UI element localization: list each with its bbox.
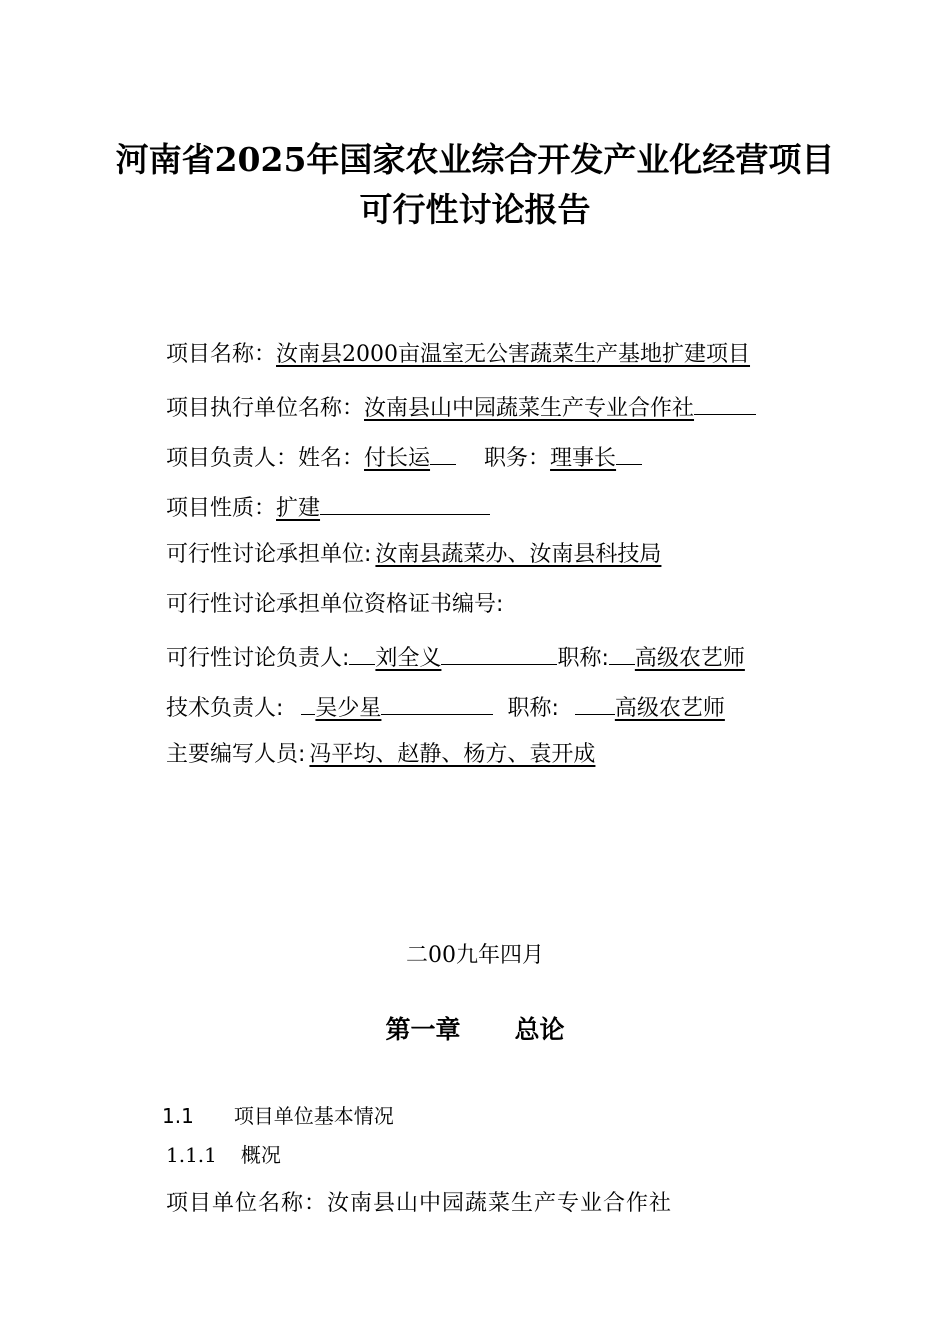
tech-leader-value: 吴少星	[315, 696, 382, 721]
leader-title-value: 理事长	[550, 446, 617, 471]
tech-leader-underline-pre	[301, 690, 315, 715]
leader-name-underline	[430, 440, 456, 465]
leader-title-label: 职务：	[484, 446, 551, 471]
subsection-number: 1.1.1	[166, 1143, 217, 1167]
tech-leader-title-label: 职称:	[507, 696, 559, 721]
exec-unit-underline	[694, 390, 756, 415]
field-writers	[166, 740, 595, 770]
nature-value: 扩建	[276, 496, 321, 521]
study-leader-title-underline-pre	[609, 640, 635, 665]
study-leader-title-label: 职称:	[557, 646, 609, 671]
tech-leader-underline	[381, 690, 493, 715]
writers-value: 冯平均、赵静、杨方、袁开成	[309, 742, 596, 767]
section-title: 项目单位基本情况	[233, 1104, 394, 1128]
chapter-number: 第一章	[385, 1015, 461, 1044]
subsection-heading	[166, 1139, 281, 1168]
subsection-title: 概况	[240, 1143, 281, 1167]
leader-label: 项目负责人：姓名：	[166, 446, 365, 471]
field-cert-number	[166, 590, 503, 620]
study-unit-value: 汝南县蔬菜办、汝南县科技局	[375, 542, 662, 567]
leader-title-underline	[616, 440, 642, 465]
field-exec-unit	[166, 390, 756, 424]
section-heading	[162, 1100, 394, 1129]
study-leader-underline	[441, 640, 557, 665]
tech-leader-label: 技术负责人:	[166, 696, 284, 721]
exec-unit-label: 项目执行单位名称：	[166, 396, 365, 421]
writers-label: 主要编写人员:	[166, 742, 306, 767]
exec-unit-value: 汝南县山中园蔬菜生产专业合作社	[364, 396, 695, 421]
chapter-heading	[0, 1010, 950, 1046]
tech-leader-title-underline-pre	[575, 690, 615, 715]
chapter-name: 总论	[514, 1015, 565, 1044]
study-leader-value: 刘全义	[375, 646, 442, 671]
field-leader	[166, 440, 642, 474]
project-name-value: 汝南县2000亩温室无公害蔬菜生产基地扩建项目	[276, 342, 751, 367]
tech-leader-title-value: 高级农艺师	[614, 696, 725, 721]
field-nature	[166, 490, 490, 524]
document-title-line1: 河南省2025年国家农业综合开发产业化经营项目	[115, 140, 835, 179]
study-leader-title-value: 高级农艺师	[634, 646, 745, 671]
study-leader-underline-pre	[349, 640, 375, 665]
section-number: 1.1	[162, 1104, 194, 1128]
study-unit-label: 可行性讨论承担单位:	[166, 542, 372, 567]
study-leader-label: 可行性讨论负责人:	[166, 646, 350, 671]
nature-underline	[320, 490, 490, 515]
document-title-line2: 可行性讨论报告	[359, 190, 591, 229]
cert-label: 可行性讨论承担单位资格证书编号:	[166, 592, 504, 617]
body-paragraph: 项目单位名称：汝南县山中园蔬菜生产专业合作社	[166, 1191, 673, 1216]
field-study-unit	[166, 540, 661, 570]
field-study-leader	[166, 640, 745, 674]
field-project-name	[166, 340, 750, 370]
project-name-label: 项目名称：	[166, 342, 277, 367]
document-date: 二00九年四月	[406, 943, 544, 968]
field-tech-leader	[166, 690, 725, 724]
leader-name: 付长运	[364, 446, 431, 471]
nature-label: 项目性质：	[166, 496, 277, 521]
